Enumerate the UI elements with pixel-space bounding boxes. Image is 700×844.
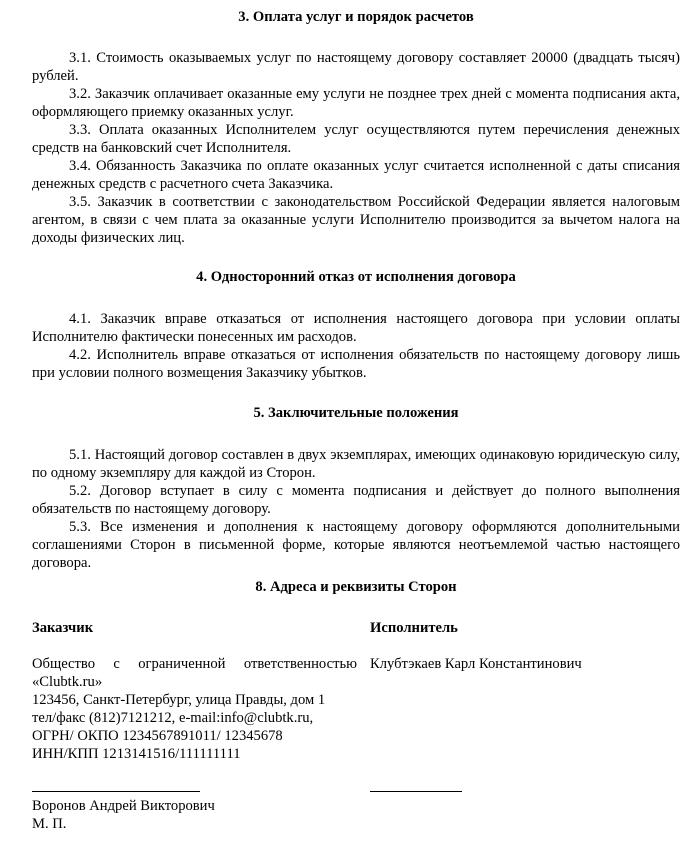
customer-address: 123456, Санкт-Петербург, улица Правды, дом 1 bbox=[32, 692, 326, 708]
section-3 bbox=[32, 8, 680, 26]
customer-details bbox=[32, 655, 357, 763]
section-4 bbox=[32, 268, 680, 286]
customer-signatory: Воронов Андрей Викторович bbox=[32, 798, 215, 814]
customer-inn: ИНН/КПП 1213141516/111111111 bbox=[32, 746, 241, 762]
clause-3-1: 3.1. Стоимость оказываемых услуг по настоящему договору составляет 20000 (двадцать тысяч) рублей. bbox=[32, 50, 680, 84]
clause-3-3: 3.3. Оплата оказанных Исполнителем услуг осуществляются путем перечисления денежных средств на банковский счет Исполнителя. bbox=[32, 122, 680, 156]
clause-4-1: 4.1. Заказчик вправе отказаться от исполнения настоящего договора при условии оплаты Исполнителю фактически понесенных им расходов. bbox=[32, 311, 680, 345]
section-8-title: 8. Адреса и реквизиты Сторон bbox=[255, 579, 457, 595]
contractor-heading: Исполнитель bbox=[370, 620, 458, 636]
contractor-name: Клубтэкаев Карл Константинович bbox=[370, 656, 582, 672]
section-4-title: 4. Односторонний отказ от исполнения договора bbox=[196, 269, 516, 285]
customer-heading: Заказчик bbox=[32, 620, 94, 636]
customer-contacts: тел/факс (812)7121212, e-mail:info@clubtk.ru, bbox=[32, 710, 314, 726]
clause-3-2: 3.2. Заказчик оплачивает оказанные ему услуги не позднее трех дней с момента подписания акта, оформляющего приемку оказанных услуг. bbox=[32, 86, 680, 120]
section-8 bbox=[32, 578, 680, 596]
section-5-body bbox=[32, 446, 680, 572]
clause-4-2: 4.2. Исполнитель вправе отказаться от исполнения обязательств по настоящему договору лишь при условии полного возмещения Заказчику убытков. bbox=[32, 347, 680, 381]
section-5-title: 5. Заключительные положения bbox=[253, 405, 459, 421]
clause-5-3: 5.3. Все изменения и дополнения к настоящему договору оформляются дополнительными соглашениями Сторон в письменной форме, которые являются неотъемлемой частью настоящего договора. bbox=[32, 519, 680, 571]
section-3-body bbox=[32, 49, 680, 247]
customer-org: Общество с ограниченной ответственностью «Clubtk.ru» bbox=[32, 656, 357, 690]
clause-3-4: 3.4. Обязанность Заказчика по оплате оказанных услуг считается исполненной с даты списания денежных средств с расчетного счета Заказчика. bbox=[32, 158, 680, 192]
customer-ogrn: ОГРН/ ОКПО 1234567891011/ 12345678 bbox=[32, 728, 283, 744]
section-5 bbox=[32, 404, 680, 422]
clause-5-2: 5.2. Договор вступает в силу с момента подписания и действует до полного выполнения обязательств по настоящему договору. bbox=[32, 483, 680, 517]
contractor-signature-line bbox=[370, 791, 462, 792]
section-3-title: 3. Оплата услуг и порядок расчетов bbox=[238, 9, 474, 25]
stamp-place: М. П. bbox=[32, 816, 67, 832]
clause-3-5: 3.5. Заказчик в соответствии с законодательством Российской Федерации является налоговым агентом, в связи с чем плата за оказанные услуги Исполнителю производится за вычетом налога на доходы физических лиц. bbox=[32, 194, 680, 246]
clause-5-1: 5.1. Настоящий договор составлен в двух экземплярах, имеющих одинаковую юридическую силу, по одному экземпляру для каждой из Сторон. bbox=[32, 447, 680, 481]
customer-signature-line bbox=[32, 791, 200, 792]
section-4-body bbox=[32, 310, 680, 382]
